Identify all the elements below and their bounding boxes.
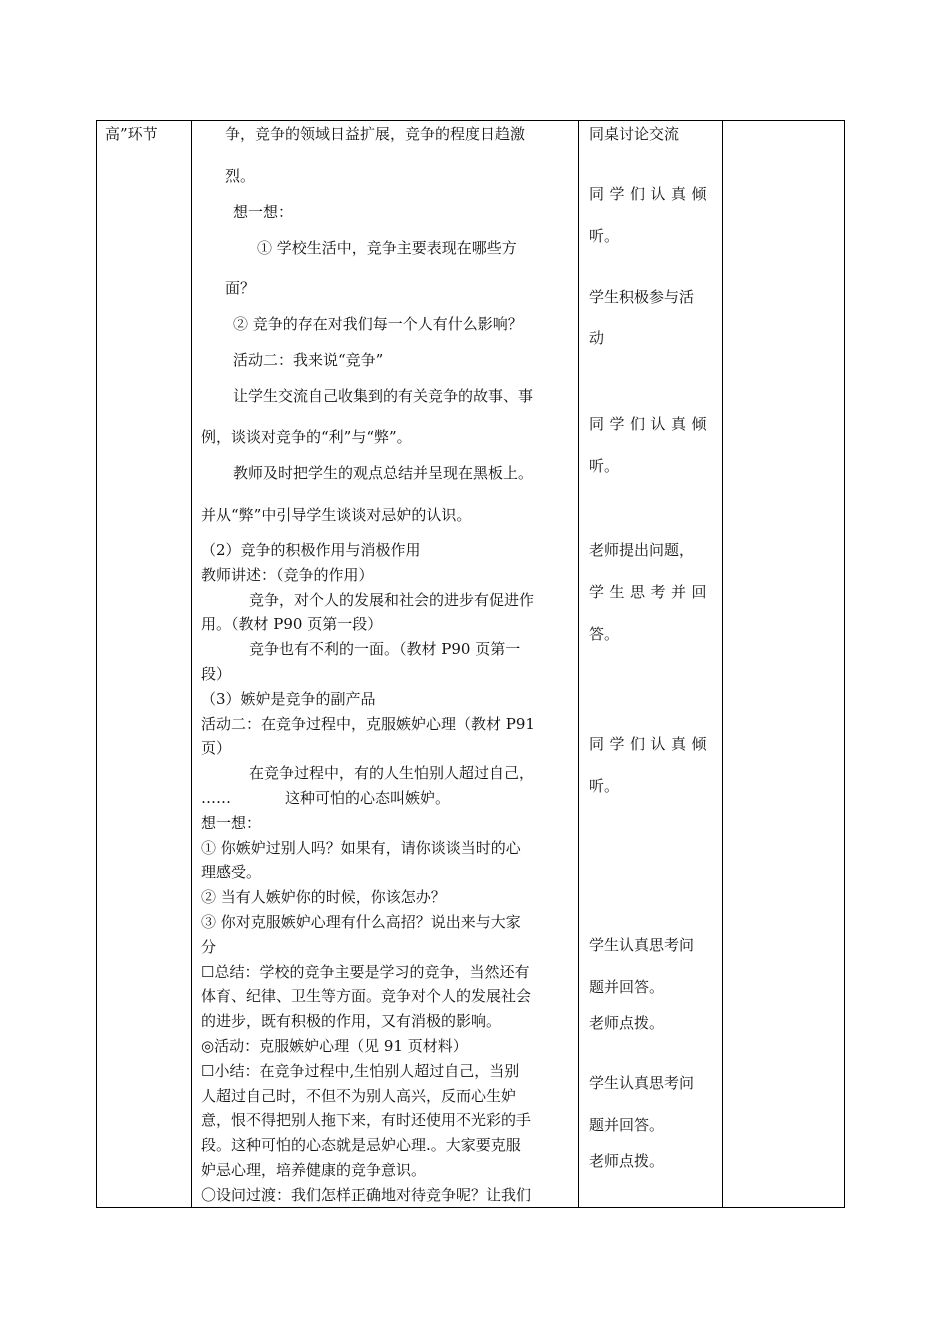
content-line: ① 学校生活中，竞争主要表现在哪些方 (257, 239, 517, 257)
content-line: 的进步，既有积极的作用，又有消极的影响。 (201, 1012, 502, 1030)
activity-line: 学生认真思考问 (589, 936, 695, 954)
activity-line: 同学们认真倾 (589, 185, 713, 203)
activity-line: 学生认真思考问 (589, 1074, 695, 1092)
content-line: ③ 你对克服嫉妒心理有什么高招？说出来与大家 (201, 913, 521, 931)
lesson-table (96, 120, 845, 1208)
activity-line: 同学们认真倾 (589, 415, 713, 433)
content-line: 竞争，对个人的发展和社会的进步有促进作 (249, 591, 535, 609)
content-line: 面？ (225, 279, 256, 297)
content-line: 想一想： (201, 814, 262, 832)
content-line: 这种可怕的心态叫嫉妒。 (285, 789, 451, 807)
activity-line: 答。 (589, 625, 620, 643)
activity-line: 学生思考并回 (589, 583, 713, 601)
content-line: 让学生交流自己收集到的有关竞争的故事、事 (233, 387, 534, 405)
content-line: 教师及时把学生的观点总结并呈现在黑板上。 (233, 464, 534, 482)
content-line: （3）嫉妒是竞争的副产品 (201, 690, 376, 708)
activity-line: 老师点拨。 (589, 1152, 665, 1170)
activity-line: 题并回答。 (589, 1116, 665, 1134)
content-line: 活动二：在竞争过程中，克服嫉妒心理（教材 P91 (201, 715, 535, 733)
activity-line: 听。 (589, 777, 620, 795)
content-line: 理感受。 (201, 863, 262, 881)
activity-line: 学生积极参与活 (589, 288, 695, 306)
content-line: ② 当有人嫉妒你的时候，你该怎办？ (201, 888, 446, 906)
content-line: 并从“弊”中引导学生谈谈对忌妒的认识。 (201, 506, 472, 524)
activity-line: 听。 (589, 457, 620, 475)
content-line: ☐小结：在竞争过程中,生怕别人超过自己，当别 (201, 1062, 520, 1080)
stage-label: 高”环节 (105, 125, 158, 143)
content-line: 竞争也有不利的一面。（教材 P90 页第一 (249, 640, 521, 658)
content-line: 体育、纪律、卫生等方面。竞争对个人的发展社会 (201, 987, 532, 1005)
activity-line: 动 (589, 329, 605, 347)
activity-line: 题并回答。 (589, 978, 665, 996)
content-line: 页） (201, 739, 232, 757)
column-divider (191, 121, 192, 1207)
content-line: 〇设问过渡：我们怎样正确地对待竞争呢？让我们 (201, 1186, 532, 1204)
column-divider (722, 121, 723, 1207)
activity-line: 老师点拨。 (589, 1014, 665, 1032)
column-divider (578, 121, 579, 1207)
activity-line: 同桌讨论交流 (589, 125, 680, 143)
content-line: ◎活动：克服嫉妒心理（见 91 页材料） (201, 1037, 468, 1055)
activity-line: 老师提出问题， (589, 541, 695, 559)
content-line: ① 你嫉妒过别人吗？如果有，请你谈谈当时的心 (201, 839, 521, 857)
activity-line: 同学们认真倾 (589, 735, 713, 753)
content-line: 在竞争过程中，有的人生怕别人超过自己， (249, 764, 535, 782)
content-line: 活动二：我来说“竞争” (233, 351, 384, 369)
content-line: ② 竞争的存在对我们每一个人有什么影响？ (233, 315, 523, 333)
content-line: …… (201, 789, 231, 807)
content-line: 用。（教材 P90 页第一段） (201, 615, 383, 633)
content-line: 教师讲述：（竞争的作用） (201, 566, 374, 584)
content-line: 烈。 (225, 167, 256, 185)
content-line: 例，谈谈对竞争的“利”与“弊”。 (201, 428, 412, 446)
content-line: 意，恨不得把别人拖下来，有时还使用不光彩的手 (201, 1111, 532, 1129)
content-line: 妒忌心理，培养健康的竞争意识。 (201, 1161, 427, 1179)
content-line: （2）竞争的积极作用与消极作用 (201, 541, 421, 559)
content-line: ☐总结：学校的竞争主要是学习的竞争，当然还有 (201, 963, 530, 981)
content-line: 争，竞争的领域日益扩展，竞争的程度日趋激 (225, 125, 526, 143)
activity-line: 听。 (589, 227, 620, 245)
content-line: 人超过自己时，不但不为别人高兴，反而心生妒 (201, 1087, 517, 1105)
content-line: 段。这种可怕的心态就是忌妒心理.。大家要克服 (201, 1136, 521, 1154)
content-line: 想一想： (233, 203, 294, 221)
content-line: 分 (201, 938, 217, 956)
content-line: 段） (201, 665, 232, 683)
